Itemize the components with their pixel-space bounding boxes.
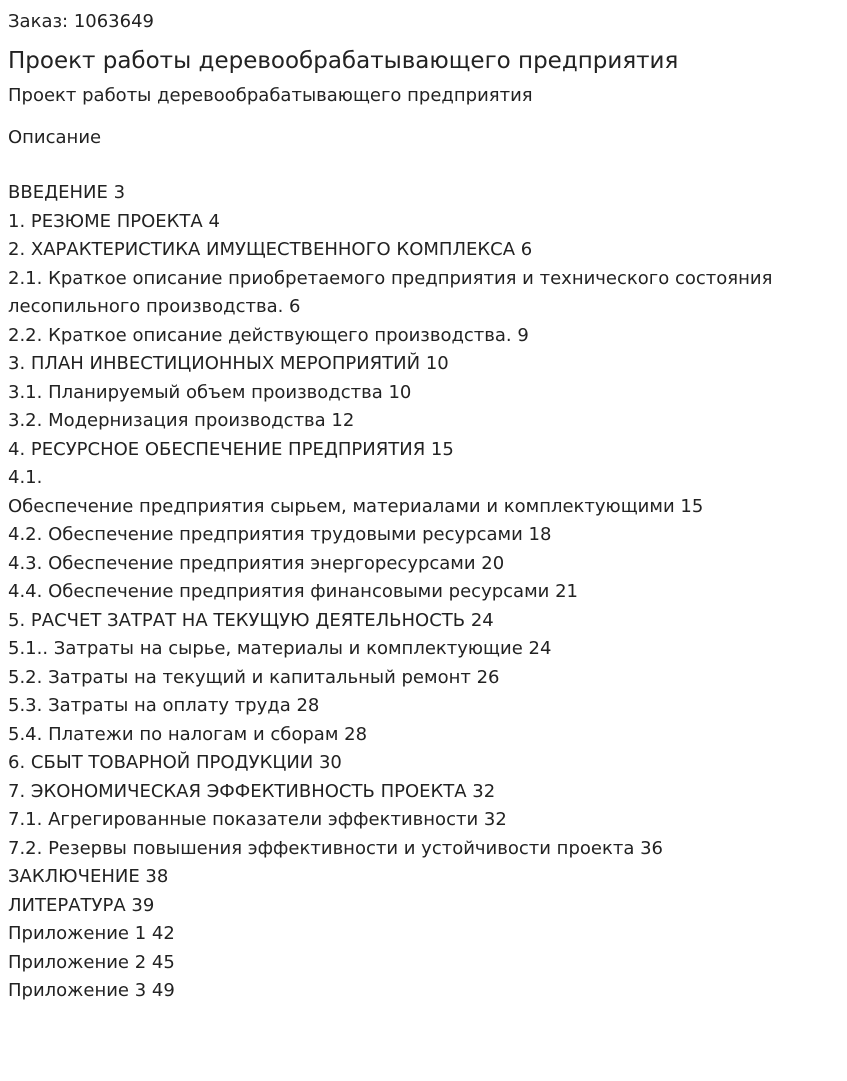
page-subtitle: Проект работы деревообрабатывающего предприятия xyxy=(8,85,533,106)
toc-item: 2.1. Краткое описание приобретаемого предприятия и технического состояния xyxy=(8,267,773,289)
toc-item: 7. ЭКОНОМИЧЕСКАЯ ЭФФЕКТИВНОСТЬ ПРОЕКТА 32 xyxy=(8,780,496,802)
toc-item: 4.2. Обеспечение предприятия трудовыми ресурсами 18 xyxy=(8,524,552,545)
toc-item: ВВЕДЕНИЕ 3 xyxy=(8,182,126,203)
toc-item: 1. РЕЗЮМЕ ПРОЕКТА 4 xyxy=(8,210,220,232)
toc-item: 4. РЕСУРСНОЕ ОБЕСПЕЧЕНИЕ ПРЕДПРИЯТИЯ 15 xyxy=(8,438,454,460)
toc-item: 3. ПЛАН ИНВЕСТИЦИОННЫХ МЕРОПРИЯТИЙ 10 xyxy=(8,353,449,374)
toc-item: 2. ХАРАКТЕРИСТИКА ИМУЩЕСТВЕННОГО КОМПЛЕКСА 6 xyxy=(8,239,533,260)
toc-item: Обеспечение предприятия сырьем, материалами и комплектующими 15 xyxy=(8,495,704,517)
toc-item: 7.2. Резервы повышения эффективности и устойчивости проекта 36 xyxy=(8,837,663,859)
toc-item: 3.1. Планируемый объем производства 10 xyxy=(8,381,412,403)
toc-item: 4.4. Обеспечение предприятия финансовыми ресурсами 21 xyxy=(8,581,578,602)
toc-item: Приложение 1 42 xyxy=(8,923,175,944)
toc-item: ЛИТЕРАТУРА 39 xyxy=(8,894,155,916)
toc-item: 7.1. Агрегированные показатели эффективности 32 xyxy=(8,809,507,830)
toc-item: ЗАКЛЮЧЕНИЕ 38 xyxy=(8,866,169,887)
toc-item: 5.1.. Затраты на сырье, материалы и комплектующие 24 xyxy=(8,638,552,659)
toc-item: 5.4. Платежи по налогам и сборам 28 xyxy=(8,723,368,745)
page-title: Проект работы деревообрабатывающего предприятия xyxy=(8,48,679,74)
description-label: Описание xyxy=(8,127,102,148)
table-of-contents xyxy=(8,179,839,1006)
toc-item: лесопильного производства. 6 xyxy=(8,296,301,317)
toc-item: Приложение 3 49 xyxy=(8,980,175,1001)
toc-item: Приложение 2 45 xyxy=(8,951,175,973)
order-number: Заказ: 1063649 xyxy=(8,11,154,32)
toc-item: 5. РАСЧЕТ ЗАТРАТ НА ТЕКУЩУЮ ДЕЯТЕЛЬНОСТЬ 24 xyxy=(8,609,494,631)
toc-item: 5.2. Затраты на текущий и капитальный ремонт 26 xyxy=(8,666,500,688)
toc-item: 4.1. xyxy=(8,467,43,488)
toc-item: 5.3. Затраты на оплату труда 28 xyxy=(8,695,320,716)
toc-item: 4.3. Обеспечение предприятия энергоресурсами 20 xyxy=(8,552,505,574)
toc-item: 6. СБЫТ ТОВАРНОЙ ПРОДУКЦИИ 30 xyxy=(8,752,342,773)
toc-item: 2.2. Краткое описание действующего производства. 9 xyxy=(8,324,529,346)
toc-item: 3.2. Модернизация производства 12 xyxy=(8,410,355,431)
